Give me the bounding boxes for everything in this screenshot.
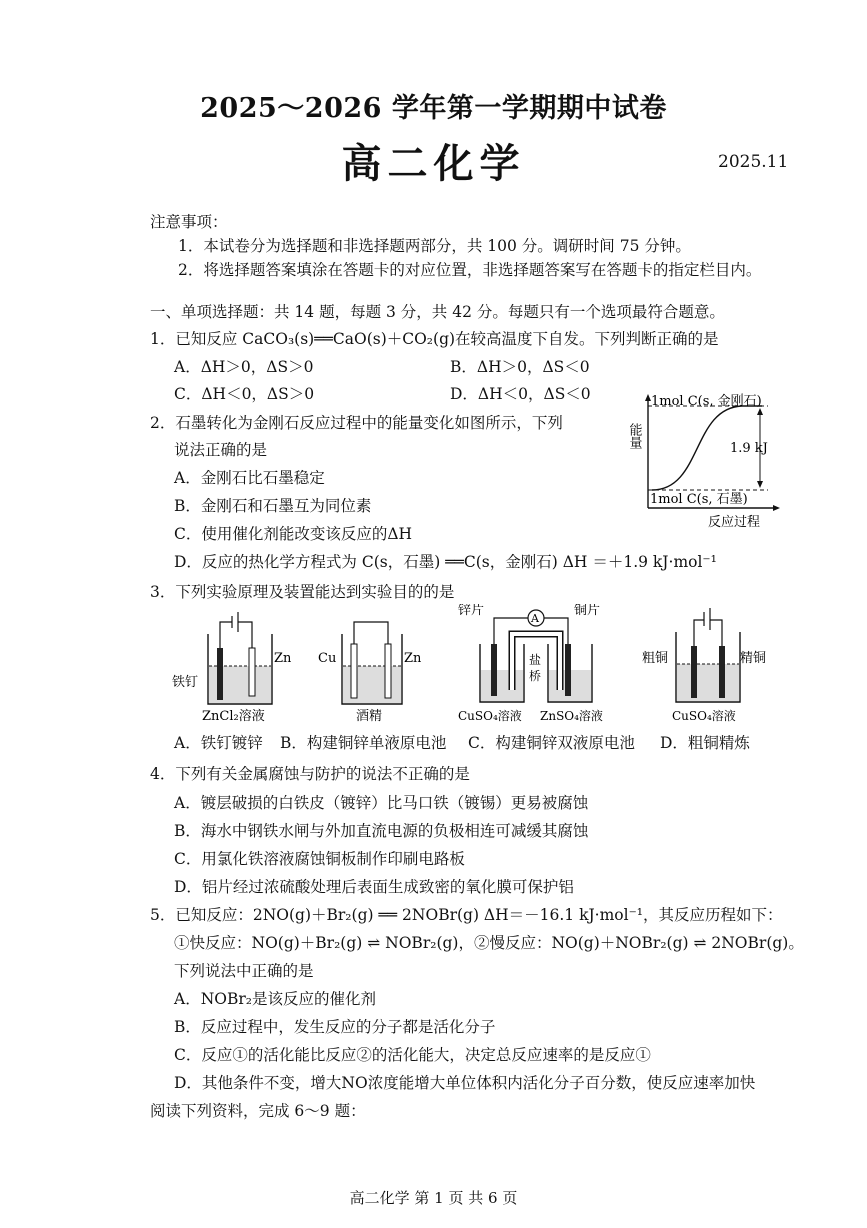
q2-option-d: D．反应的热化学方程式为 C(s，石墨) ══C(s，金刚石) ΔH ＝＋1.9 kJ·mol⁻¹ xyxy=(174,553,717,571)
zn-rod xyxy=(249,648,255,696)
fig3-left-label: 锌片 xyxy=(458,604,485,618)
q5-stem-3: 下列说法中正确的是 xyxy=(174,962,314,980)
q3-figure-1 xyxy=(172,608,302,726)
q3-option-d: D．粗铜精炼 xyxy=(660,734,750,752)
q5-stem-2: ①快反应：NO(g)＋Br₂(g) ⇌ NOBr₂(g)，②慢反应：NO(g)＋NOBr₂(g) ⇌ 2NOBr(g)。 xyxy=(174,934,804,952)
q5-option-c: C．反应①的活化能比反应②的活化能大，决定总反应速率的是反应① xyxy=(174,1046,651,1064)
q3-figure-2 xyxy=(318,608,428,726)
energy-diagram xyxy=(622,388,792,536)
q3-option-b: B．构建铜锌单液原电池 xyxy=(280,734,447,752)
salt-bridge-label-2: 桥 xyxy=(529,669,542,683)
fig3-solution-right: ZnSO₄溶液 xyxy=(540,709,603,723)
q5-option-d: D．其他条件不变，增大NO浓度能增大单位体积内活化分子百分数，使反应速率加快 xyxy=(174,1074,756,1092)
fig4-left-label: 粗铜 xyxy=(642,651,669,666)
top-label: 1mol C(s, 金刚石) xyxy=(651,394,762,409)
q3-option-c: C．构建铜锌双液原电池 xyxy=(468,734,635,752)
q5-option-b: B．反应过程中，发生反应的分子都是活化分子 xyxy=(174,1018,496,1036)
nail xyxy=(217,648,223,700)
page-footer: 高二化学 第 1 页 共 6 页 xyxy=(349,1189,518,1207)
q5-option-a: A．NOBr₂是该反应的催化剂 xyxy=(174,990,376,1008)
fig1-left-label: 铁钉 xyxy=(172,675,199,690)
q4-option-a: A．镀层破损的白铁皮（镀锌）比马口铁（镀锡）更易被腐蚀 xyxy=(174,794,589,812)
q2-stem-1: 2．石墨转化为金刚石反应过程中的能量变化如图所示，下列 xyxy=(150,414,563,432)
q4-option-b: B．海水中钢铁水闸与外加直流电源的负极相连可减缓其腐蚀 xyxy=(174,822,589,840)
reading-instruction: 阅读下列资料，完成 6～9 题： xyxy=(150,1102,366,1120)
q1-stem: 1．已知反应 CaCO₃(s)══CaO(s)＋CO₂(g)在较高温度下自发。下列判断正确的是 xyxy=(150,330,719,348)
x-axis-arrow xyxy=(773,505,780,511)
fig3-solution-left: CuSO₄溶液 xyxy=(458,709,522,723)
fig1-solution-label: ZnCl₂溶液 xyxy=(202,709,265,724)
bottom-label: 1mol C(s, 石墨) xyxy=(650,492,748,507)
section-heading: 一、单项选择题：共 14 题，每题 3 分，共 42 分。每题只有一个选项最符合题意。 xyxy=(150,303,725,321)
fig3-right-label: 铜片 xyxy=(574,604,601,618)
q3-option-a: A．铁钉镀锌 xyxy=(174,734,263,752)
y-axis-label: 能量 xyxy=(626,423,642,449)
q3-stem: 3．下列实验原理及装置能达到实验目的的是 xyxy=(150,583,455,601)
q3-figure-3 xyxy=(456,604,616,726)
q1-option-c: C．ΔH＜0，ΔS＞0 xyxy=(174,385,315,403)
q4-option-c: C．用氯化铁溶液腐蚀铜板制作印刷电路板 xyxy=(174,850,465,868)
notes-item-1: 1．本试卷分为选择题和非选择题两部分，共 100 分。调研时间 75 分钟。 xyxy=(178,237,691,255)
subject-title: 高二化学 xyxy=(341,140,526,187)
delta-label: 1.9 kJ xyxy=(730,441,768,456)
exam-date: 2025.11 xyxy=(718,152,789,172)
fig4-solution-label: CuSO₄溶液 xyxy=(672,709,736,723)
q4-option-d: D．铝片经过浓硫酸处理后表面生成致密的氧化膜可保护铝 xyxy=(174,878,574,896)
exam-title: 2025～2026 学年第一学期期中试卷 xyxy=(200,93,667,124)
q5-stem-1: 5．已知反应：2NO(g)＋Br₂(g) ══ 2NOBr(g) ΔH＝－16.1 kJ·mol⁻¹，其反应历程如下： xyxy=(150,906,783,924)
q3-figure-4 xyxy=(640,604,780,726)
q1-option-a: A．ΔH＞0，ΔS＞0 xyxy=(174,358,314,376)
x-axis-label: 反应过程 xyxy=(708,515,761,530)
notes-heading: 注意事项： xyxy=(150,213,228,231)
fig2-right-label: Zn xyxy=(404,651,422,666)
fig4-right-label: 精铜 xyxy=(740,651,767,666)
q4-stem: 4．下列有关金属腐蚀与防护的说法不正确的是 xyxy=(150,765,470,783)
fig2-left-label: Cu xyxy=(318,651,337,666)
q1-option-b: B．ΔH＞0，ΔS＜0 xyxy=(450,358,590,376)
notes-item-2: 2．将选择题答案填涂在答题卡的对应位置，非选择题答案写在答题卡的指定栏目内。 xyxy=(178,261,762,279)
fig1-right-label: Zn xyxy=(274,651,292,666)
q2-option-b: B．金刚石和石墨互为同位素 xyxy=(174,497,372,515)
q2-option-c: C．使用催化剂能改变该反应的ΔH xyxy=(174,525,413,543)
q1-option-d: D．ΔH＜0，ΔS＜0 xyxy=(450,385,591,403)
salt-bridge-label-1: 盐 xyxy=(529,653,542,667)
q2-stem-2: 说法正确的是 xyxy=(174,441,268,459)
fig2-solution-label: 酒精 xyxy=(356,709,383,724)
ammeter-label: A xyxy=(531,612,539,625)
q2-option-a: A．金刚石比石墨稳定 xyxy=(174,469,325,487)
